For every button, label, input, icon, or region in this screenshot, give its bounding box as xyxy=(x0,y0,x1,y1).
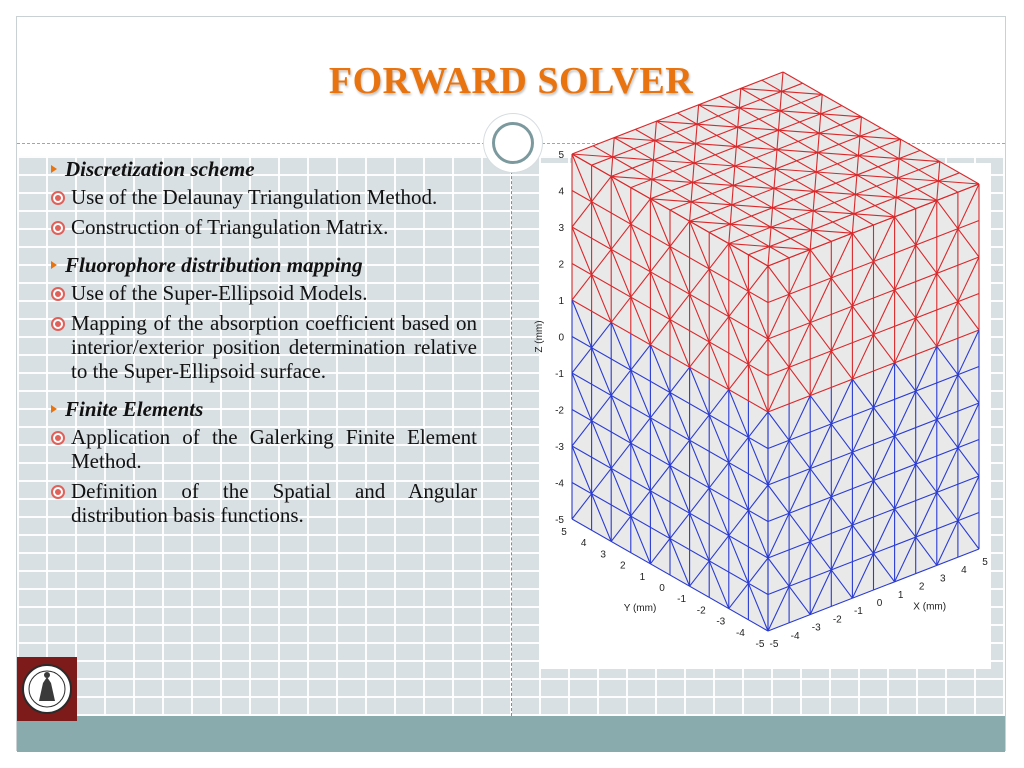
y-tick-label: 1 xyxy=(639,571,646,583)
list-item-text: Use of the Delaunay Triangulation Method. xyxy=(71,185,438,209)
x-tick-label: 2 xyxy=(918,581,925,593)
arrow-bullet-icon xyxy=(51,165,57,173)
z-tick-label: -3 xyxy=(555,442,564,453)
slide-frame xyxy=(16,16,1006,751)
x-tick-label: 3 xyxy=(940,573,946,585)
x-tick-label: -1 xyxy=(853,606,863,618)
slide-title: FORWARD SOLVER xyxy=(328,60,694,102)
circle-bullet-icon xyxy=(51,485,65,499)
z-tick-label: 3 xyxy=(558,223,564,234)
list-item xyxy=(47,479,477,527)
section-heading xyxy=(47,397,477,421)
x-tick-label: 0 xyxy=(876,598,883,609)
y-tick-label: -5 xyxy=(755,639,765,650)
y-tick-label: -3 xyxy=(716,616,726,628)
circle-bullet-icon xyxy=(51,317,65,331)
z-tick-label: 4 xyxy=(558,186,564,198)
y-tick-label: -4 xyxy=(735,627,745,639)
list-item-text: Application of the Galerking Finite Element Method. xyxy=(71,425,477,473)
y-tick-label: 4 xyxy=(580,538,587,550)
circle-bullet-icon xyxy=(51,191,65,205)
mesh-figure xyxy=(534,150,991,669)
list-item xyxy=(47,311,477,383)
arrow-bullet-icon xyxy=(51,405,57,413)
circle-ornament-icon xyxy=(484,114,542,172)
arrow-bullet-icon xyxy=(51,261,57,269)
list-item-text: Use of the Super-Ellipsoid Models. xyxy=(71,281,368,305)
z-tick-label: 2 xyxy=(558,259,564,271)
list-item xyxy=(47,425,477,473)
section-heading-text: Fluorophore distribution mapping xyxy=(65,253,363,277)
y-tick-label: 3 xyxy=(600,549,606,561)
list-item-text: Mapping of the absorption coefficient based on interior/exterior position determination relative to the Super-Ellipsoid surface. xyxy=(71,311,477,383)
university-logo xyxy=(17,657,77,721)
z-tick-label: -1 xyxy=(555,369,564,380)
z-tick-label: -4 xyxy=(555,478,564,490)
column-divider xyxy=(511,156,512,716)
circle-bullet-icon xyxy=(51,287,65,301)
y-axis-label: Y (mm) xyxy=(623,603,657,614)
mesh-plot xyxy=(534,150,991,669)
x-tick-label: 4 xyxy=(961,565,967,577)
seal-icon xyxy=(17,657,77,721)
z-tick-label: 5 xyxy=(558,150,564,161)
z-axis-label: Z (mm) xyxy=(534,320,545,353)
list-item-text: Definition of the Spatial and Angular distribution basis functions. xyxy=(71,479,477,527)
x-tick-label: -4 xyxy=(790,630,800,642)
section-heading-text: Discretization scheme xyxy=(65,157,255,181)
x-axis-label: X (mm) xyxy=(913,601,947,613)
y-tick-label: -2 xyxy=(696,605,706,617)
bullet-content xyxy=(47,155,477,533)
z-tick-label: 1 xyxy=(558,296,564,307)
list-item xyxy=(47,281,477,305)
x-tick-label: -2 xyxy=(832,614,842,626)
section-heading-text: Finite Elements xyxy=(65,397,204,421)
y-tick-label: 0 xyxy=(659,583,665,594)
x-tick-label: 5 xyxy=(982,557,988,568)
section-heading xyxy=(47,253,477,277)
list-item-text: Construction of Triangulation Matrix. xyxy=(71,215,389,239)
x-tick-label: 1 xyxy=(897,589,904,601)
circle-bullet-icon xyxy=(51,431,65,445)
footer-bar xyxy=(17,716,1005,752)
z-tick-label: -2 xyxy=(555,405,564,417)
circle-bullet-icon xyxy=(51,221,65,235)
y-tick-label: 5 xyxy=(561,527,567,538)
y-tick-label: 2 xyxy=(620,560,626,572)
x-tick-label: -3 xyxy=(811,622,821,634)
y-tick-label: -1 xyxy=(677,594,687,606)
section-heading xyxy=(47,157,477,181)
x-tick-label: -5 xyxy=(769,639,779,650)
list-item xyxy=(47,185,477,209)
list-item xyxy=(47,215,477,239)
z-tick-label: -5 xyxy=(555,515,564,526)
ring-icon xyxy=(492,122,534,164)
z-tick-label: 0 xyxy=(558,332,564,344)
